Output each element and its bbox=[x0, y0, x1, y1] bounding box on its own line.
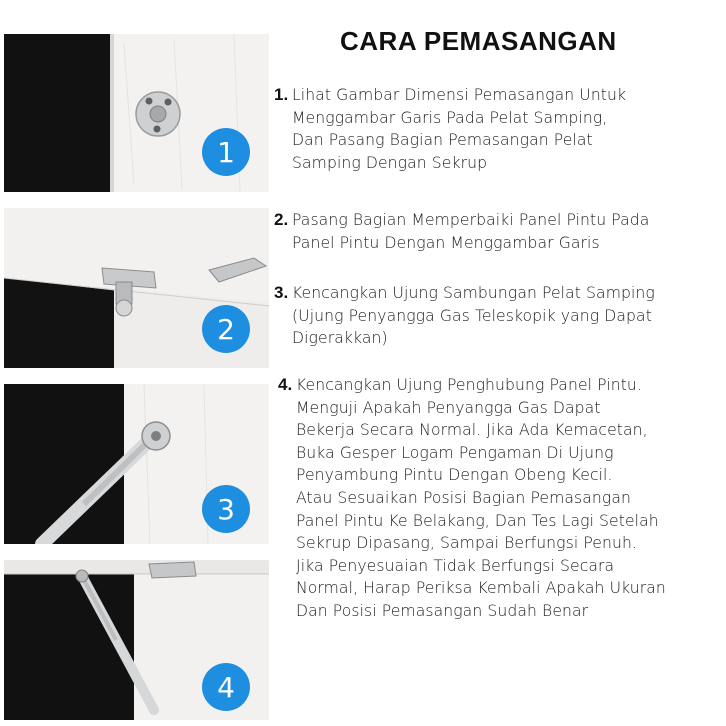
page-title: CARA PEMASANGAN bbox=[340, 26, 617, 56]
step-4-badge: 4 bbox=[202, 663, 250, 711]
step-2-text: Pasang Bagian Memperbaiki Panel Pintu Pada Panel Pintu Dengan Menggambar Garis bbox=[292, 211, 650, 252]
step-1-text: Lihat Gambar Dimensi Pemasangan Untuk Menggambar Garis Pada Pelat Samping, Dan Pasang Bagian Pemasangan Pelat Samping Dengan Sekrup bbox=[292, 86, 627, 172]
step-1-instruction bbox=[274, 84, 722, 174]
step-2-number: 2. bbox=[274, 210, 289, 229]
step-2-badge: 2 bbox=[202, 305, 250, 353]
step-3-instruction bbox=[274, 282, 722, 350]
step-1-photo bbox=[4, 34, 269, 192]
step-3-photo bbox=[4, 384, 269, 544]
step-3-number: 3. bbox=[274, 283, 289, 302]
step-4-instruction bbox=[274, 374, 722, 623]
step-2-instruction bbox=[274, 209, 722, 254]
step-1-number: 1. bbox=[274, 85, 289, 104]
mounting-plate bbox=[136, 92, 180, 136]
step-2-photo bbox=[4, 208, 269, 368]
hinge bbox=[149, 562, 196, 578]
step-4-photo bbox=[4, 560, 269, 720]
step-4-text: Kencangkan Ujung Penghubung Panel Pintu. Menguji Apakah Penyangga Gas Dapat Bekerja Secara Normal. Jika Ada Kemacetan, Buka Gesper Logam Pengaman Di Ujung Penyambung Pintu Dengan Obeng Kecil. Atau Sesuaikan Posisi Bagian Pemasangan Panel Pintu Ke Belakang, Dan Tes Lagi Setelah Sekrup Dipasang, Sampai Berfungsi Penuh. Jika Penyesuaian Tidak Berfungsi Secara Normal, Harap Periksa Kembali Apakah Ukuran Dan Posisi Pemasangan Sudah Benar bbox=[296, 376, 666, 620]
step-3-text: Kencangkan Ujung Sambungan Pelat Samping (Ujung Penyangga Gas Teleskopik yang Dapat Digerakkan) bbox=[292, 284, 655, 348]
step-4-number: 4. bbox=[278, 375, 293, 394]
step-3-badge: 3 bbox=[202, 485, 250, 533]
step-1-badge: 1 bbox=[202, 128, 250, 176]
